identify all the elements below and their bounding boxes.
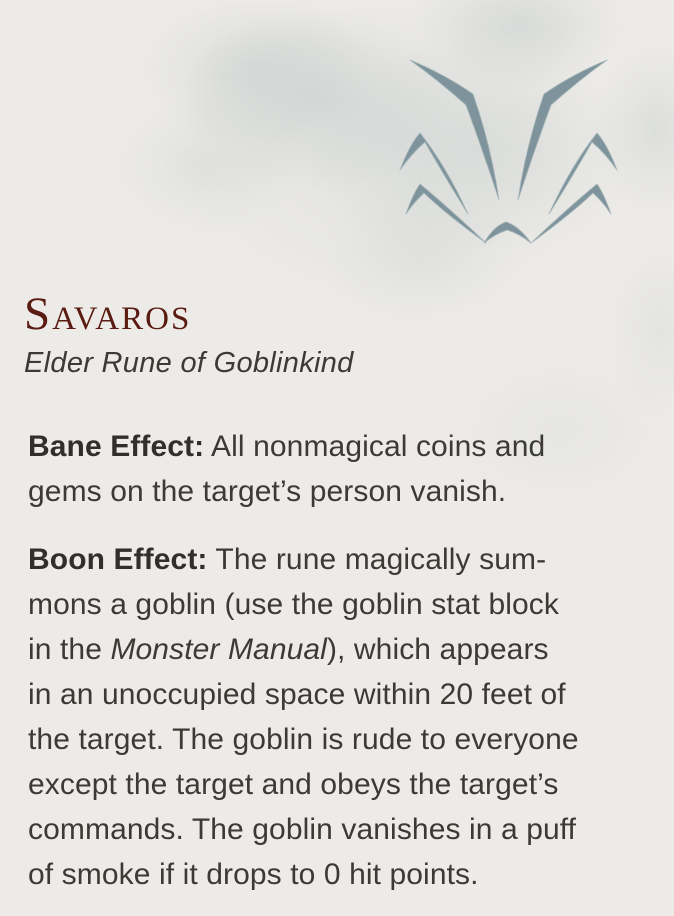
boon-effect-segment: ), which appears — [326, 633, 549, 666]
boon-effect-line — [28, 852, 662, 897]
bane-effect-paragraph — [28, 424, 662, 514]
boon-effect-segment: commands. The goblin vanishes in a puff — [28, 813, 577, 846]
boon-effect-segment: except the target and obeys the target’s — [28, 768, 559, 801]
boon-effect-segment: Boon Effect: — [28, 543, 208, 576]
bane-effect-segment: Bane Effect: — [28, 430, 205, 463]
bane-effect-segment: All nonmagical coins and — [204, 430, 546, 463]
boon-effect-segment: in an unoccupied space within 20 feet of — [28, 678, 566, 711]
bane-effect-line — [28, 469, 662, 514]
boon-effect-paragraph — [28, 537, 662, 897]
boon-effect-line — [28, 537, 662, 582]
boon-effect-segment: mons a goblin (use the goblin stat block — [28, 588, 559, 621]
boon-effect-line — [28, 672, 662, 717]
boon-effect-segment: the target. The goblin is rude to everyone — [28, 723, 579, 756]
boon-effect-line — [28, 582, 662, 627]
bane-effect-segment: gems on the target’s person vanish. — [28, 475, 507, 508]
bane-effect-line — [28, 424, 662, 469]
boon-effect-line — [28, 717, 662, 762]
page-subtitle: Elder Rune of Goblinkind — [24, 347, 354, 379]
boon-effect-segment: The rune magically sum- — [207, 543, 547, 576]
boon-effect-line — [28, 762, 662, 807]
goblinkind-rune-icon — [393, 46, 625, 256]
boon-effect-segment: of smoke if it drops to 0 hit points. — [28, 858, 479, 891]
header — [24, 289, 354, 380]
page-title: Savaros — [24, 288, 192, 340]
boon-effect-line — [28, 627, 662, 672]
body-paragraphs — [28, 424, 662, 916]
boon-effect-line — [28, 807, 662, 852]
boon-effect-segment: Monster Manual — [110, 633, 327, 666]
boon-effect-segment: in the — [28, 633, 111, 666]
